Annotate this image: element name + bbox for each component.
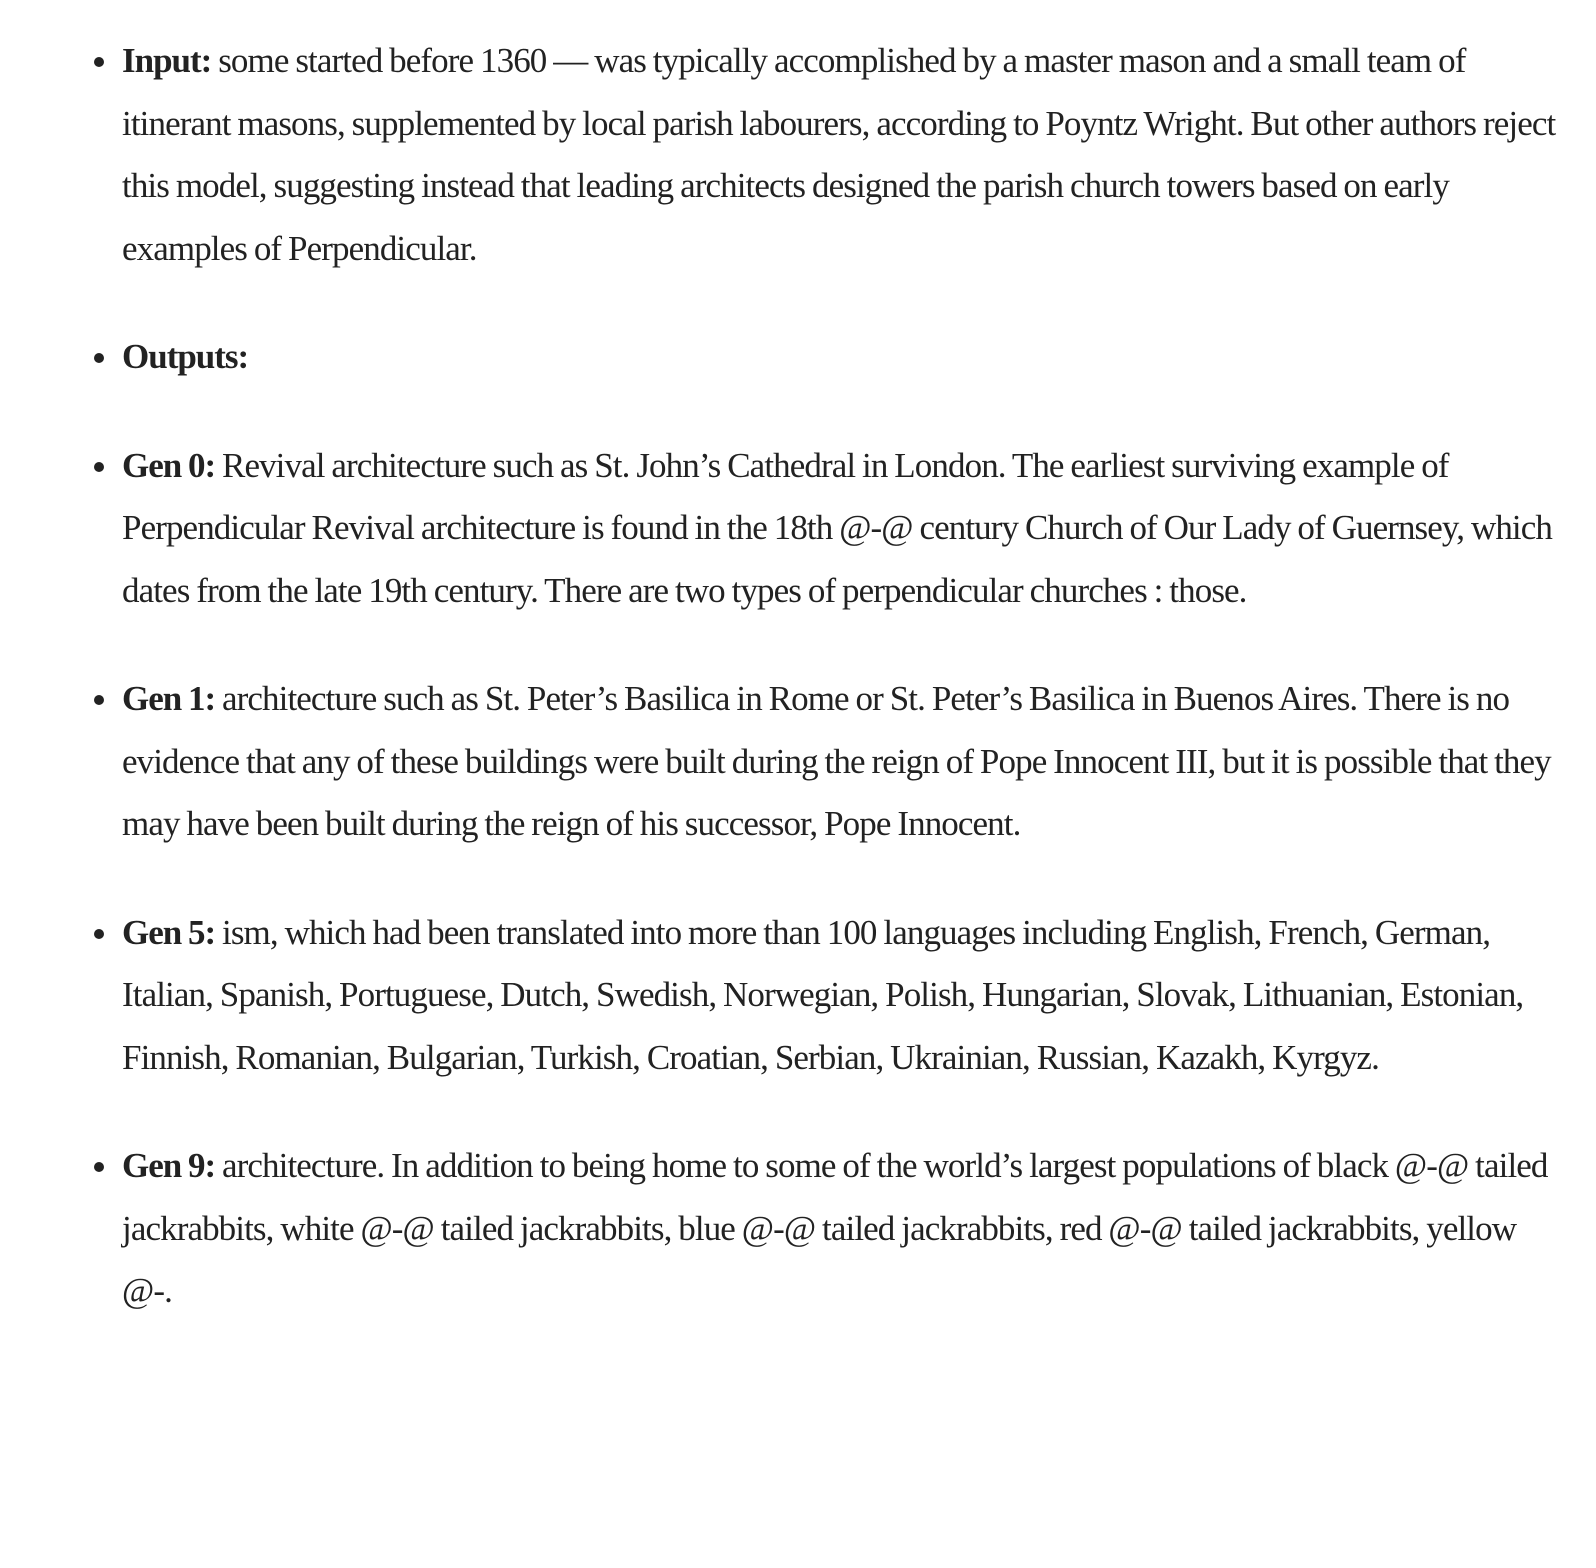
list-item-outputs <box>122 326 1556 389</box>
list-item-gen-0 <box>122 435 1556 623</box>
item-label: Gen 5: <box>122 912 216 952</box>
list-item-gen-1 <box>122 668 1556 856</box>
output-list <box>0 30 1596 1323</box>
item-text: ism, which had been translated into more than 100 languages including English, French, German, Italian, Spanish, Portuguese, Dutch, Swedish, Norwegian, Polish, Hungarian, Slovak, Lithuanian, Estonian, Finnish, Romanian, Bulgarian, Turkish, Croatian, Serbian, Ukrainian, Russian, Kazakh, Kyrgyz. <box>122 912 1524 1077</box>
item-text: Revival architecture such as St. John’s Cathedral in London. The earliest surviving example of Perpendicular Revival architecture is found in the 18th @-@ century Church of Our Lady of Guernsey, which dates from the late 19th century. There are two types of perpendicular churches : those. <box>122 445 1552 610</box>
item-label: Gen 0: <box>122 445 216 485</box>
item-label: Input: <box>122 41 212 80</box>
item-label: Gen 9: <box>122 1146 216 1185</box>
item-text: architecture such as St. Peter’s Basilica in Rome or St. Peter’s Basilica in Buenos Aires. There is no evidence that any of these buildings were built during the reign of Pope Innocent III, but it is possible that they may have been built during the reign of his successor, Pope Innocent. <box>122 679 1551 843</box>
list-item-gen-5 <box>122 902 1556 1090</box>
item-text: some started before 1360 — was typically accomplished by a master mason and a small team of itinerant masons, supplemented by local parish labourers, according to Poyntz Wright. But other authors reject this model, suggesting instead that leading architects designed the parish church towers based on early examples of Perpendicular. <box>122 41 1556 268</box>
list-item-input <box>122 30 1556 280</box>
list-item-gen-9 <box>122 1135 1556 1323</box>
item-label: Outputs: <box>122 337 249 376</box>
item-text: architecture. In addition to being home to some of the world’s largest populations of black @-@ tailed jackrabbits, white @-@ tailed jackrabbits, blue @-@ tailed jackrabbits, red @-@ tailed jackrabbits, yellow @-. <box>122 1146 1548 1310</box>
item-label: Gen 1: <box>122 679 216 718</box>
